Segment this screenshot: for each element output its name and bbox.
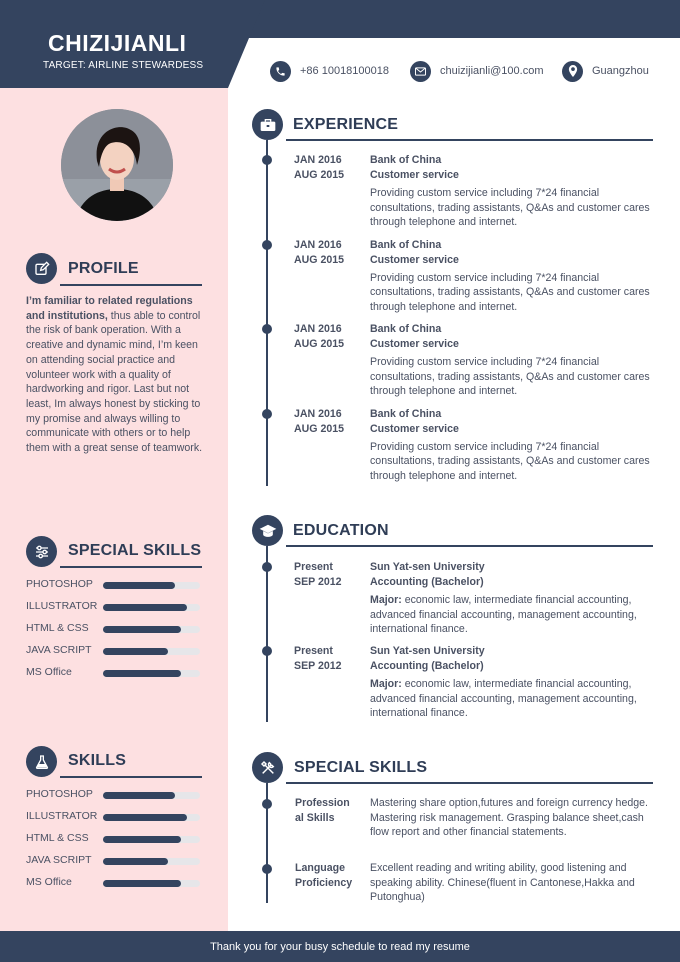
entry-date-end: JAN 2016	[294, 407, 342, 420]
skill-bar-fill	[103, 626, 181, 633]
entry-major	[370, 593, 650, 637]
entry-school: Sun Yat-sen University	[370, 561, 485, 573]
career-target: TARGET: AIRLINE STEWARDESS	[43, 60, 204, 71]
sliders-icon	[34, 544, 50, 560]
location-pin-icon	[562, 61, 583, 82]
skill-row	[26, 643, 206, 659]
skill-label: PHOTOSHOP	[26, 788, 93, 800]
skill-row	[26, 599, 206, 615]
skill-label: MS Office	[26, 876, 72, 888]
entry-organization: Bank of China	[370, 407, 442, 420]
skill-category-line2: Proficiency	[295, 877, 353, 889]
entry-major-label: Major:	[370, 594, 402, 606]
skill-bar-track	[103, 836, 200, 843]
experience-rule	[286, 139, 653, 141]
skill-bar-track	[103, 670, 200, 677]
timeline-dot	[262, 240, 272, 250]
skill-row	[26, 831, 206, 847]
skill-bar-fill	[103, 582, 175, 589]
profile-rule	[60, 284, 202, 286]
skill-label: HTML & CSS	[26, 622, 89, 634]
entry-date-start: AUG 2015	[294, 338, 345, 350]
skill-category-description: Excellent reading and writing ability, good listening and speaking ability. Chinese(fluent in Cantonese,Hakka and Putonghua)	[370, 862, 635, 904]
skills-rule	[60, 776, 202, 778]
profile-title: PROFILE	[68, 260, 139, 277]
skill-bar-track	[103, 582, 200, 589]
entry-role: Customer service	[370, 253, 459, 266]
experience-timeline	[266, 140, 268, 486]
skill-bar-fill	[103, 604, 187, 611]
briefcase-icon	[260, 118, 276, 132]
entry-date-start: AUG 2015	[294, 422, 345, 435]
timeline-dot	[262, 409, 272, 419]
special-skills-section-icon	[26, 536, 57, 567]
entry-organization: Bank of China	[370, 154, 442, 166]
skill-category-line1: Language	[295, 862, 346, 874]
location-text: Guangzhou	[592, 65, 649, 77]
entry-date-start: SEP 2012	[294, 576, 342, 588]
skill-label: JAVA SCRIPT	[26, 854, 92, 866]
entry-description: Providing custom service including 7*24 financial consultations, trading assistants, Q&As and customer cares through telephone and internet.	[370, 271, 650, 313]
entry-date-end: JAN 2016	[294, 323, 342, 335]
entry-description: Providing custom service including 7*24 financial consultations, trading assistants, Q&As and customer cares through telephone and internet.	[370, 356, 650, 398]
entry-date-end: JAN 2016	[294, 238, 342, 251]
skill-bar-track	[103, 814, 200, 821]
email-address: chuizijianli@100.com	[440, 65, 544, 77]
candidate-name: CHIZIJIANLI	[48, 30, 187, 56]
special-skills-right-section-icon	[252, 752, 283, 783]
entry-role: Customer service	[370, 338, 459, 350]
skill-row	[26, 853, 206, 869]
footer-text: Thank you for your busy schedule to read my resume	[210, 940, 470, 953]
entry-organization: Bank of China	[370, 323, 442, 335]
contact-email	[410, 60, 544, 82]
edit-icon	[34, 261, 50, 277]
skill-category-line2: al Skills	[295, 812, 335, 824]
phone-icon	[270, 61, 291, 82]
skill-bar-fill	[103, 858, 168, 865]
entry-description: Providing custom service including 7*24 financial consultations, trading assistants, Q&As and customer cares through telephone and internet.	[370, 187, 650, 229]
skill-label: PHOTOSHOP	[26, 578, 93, 590]
entry-date-end: Present	[294, 561, 333, 573]
footer-bar	[0, 931, 680, 962]
contact-phone	[270, 60, 389, 82]
timeline-dot	[262, 646, 272, 656]
entry-description: Providing custom service including 7*24 financial consultations, trading assistants, Q&As and customer cares through telephone and internet.	[370, 440, 650, 482]
entry-organization: Bank of China	[370, 238, 442, 251]
special-skills-right-rule	[286, 782, 653, 784]
skill-bar-track	[103, 880, 200, 887]
profile-photo	[61, 109, 173, 221]
skill-row	[26, 621, 206, 637]
experience-title: EXPERIENCE	[293, 116, 399, 133]
entry-role: Customer service	[370, 422, 459, 435]
skill-bar-fill	[103, 648, 168, 655]
skill-bar-track	[103, 648, 200, 655]
skills-title: SKILLS	[68, 752, 127, 769]
entry-degree: Accounting (Bachelor)	[370, 576, 484, 588]
timeline-dot	[262, 562, 272, 572]
skill-row	[26, 665, 206, 681]
timeline-dot	[262, 799, 272, 809]
education-rule	[286, 545, 653, 547]
tools-icon	[260, 760, 276, 776]
special-skills-rule	[60, 566, 202, 568]
skill-bar-track	[103, 626, 200, 633]
profile-section-icon	[26, 253, 57, 284]
skill-row	[26, 875, 206, 891]
skill-label: JAVA SCRIPT	[26, 644, 92, 656]
profile-lead: I’m familiar to related regulations and institutions,	[26, 295, 193, 322]
entry-school: Sun Yat-sen University	[370, 645, 485, 657]
timeline-dot	[262, 864, 272, 874]
skill-bar-fill	[103, 880, 181, 887]
entry-major	[370, 677, 650, 721]
entry-degree: Accounting (Bachelor)	[370, 660, 484, 672]
skill-bar-fill	[103, 814, 187, 821]
timeline-dot	[262, 324, 272, 334]
entry-date-end: Present	[294, 645, 333, 657]
skill-row	[26, 809, 206, 825]
education-section-icon	[252, 515, 283, 546]
flask-icon	[34, 754, 50, 770]
skill-bar-track	[103, 858, 200, 865]
education-timeline	[266, 546, 268, 722]
profile-text	[26, 294, 206, 456]
skill-label: ILLUSTRATOR	[26, 600, 98, 612]
skill-row	[26, 787, 206, 803]
skill-category-description: Mastering share option,futures and foreign currency hedge. Mastering risk management. Grasping balance sheet,cash flow report and other financial statements.	[370, 797, 648, 839]
experience-section-icon	[252, 109, 283, 140]
email-icon	[410, 61, 431, 82]
entry-major-text: economic law, intermediate financial accounting, advanced financial accounting, management accounting, international finance.	[370, 594, 637, 636]
skill-bar-fill	[103, 792, 175, 799]
special-skills-title: SPECIAL SKILLS	[68, 542, 202, 559]
entry-date-end: JAN 2016	[294, 154, 342, 166]
entry-role: Customer service	[370, 169, 459, 181]
skill-bar-track	[103, 792, 200, 799]
skill-row	[26, 577, 206, 593]
education-title: EDUCATION	[293, 522, 389, 539]
skill-label: MS Office	[26, 666, 72, 678]
graduation-cap-icon	[259, 524, 277, 538]
special-skills-right-title: SPECIAL SKILLS	[294, 759, 428, 776]
profile-body: thus able to control the risk of bank operation. With a creative and dynamic mind, I’m keen on attending social practice and volunteer work with a quality of hardworking and rigor. Last but not least, Im always honest by sticking to my promise and always willing to communicate with others or to help them with a great sense of teamwork.	[26, 309, 203, 455]
skill-bar-track	[103, 604, 200, 611]
entry-date-start: AUG 2015	[294, 169, 345, 181]
entry-date-start: SEP 2012	[294, 660, 342, 672]
entry-major-label: Major:	[370, 678, 402, 690]
entry-major-text: economic law, intermediate financial accounting, advanced financial accounting, management accounting, international finance.	[370, 678, 637, 720]
contact-location	[562, 60, 649, 82]
skill-bar-fill	[103, 670, 181, 677]
skill-label: ILLUSTRATOR	[26, 810, 98, 822]
skill-label: HTML & CSS	[26, 832, 89, 844]
skills-section-icon	[26, 746, 57, 777]
phone-number: +86 10018100018	[300, 65, 390, 77]
timeline-dot	[262, 155, 272, 165]
skill-bar-fill	[103, 836, 181, 843]
entry-date-start: AUG 2015	[294, 253, 345, 266]
skill-category-line1: Profession	[295, 797, 350, 809]
